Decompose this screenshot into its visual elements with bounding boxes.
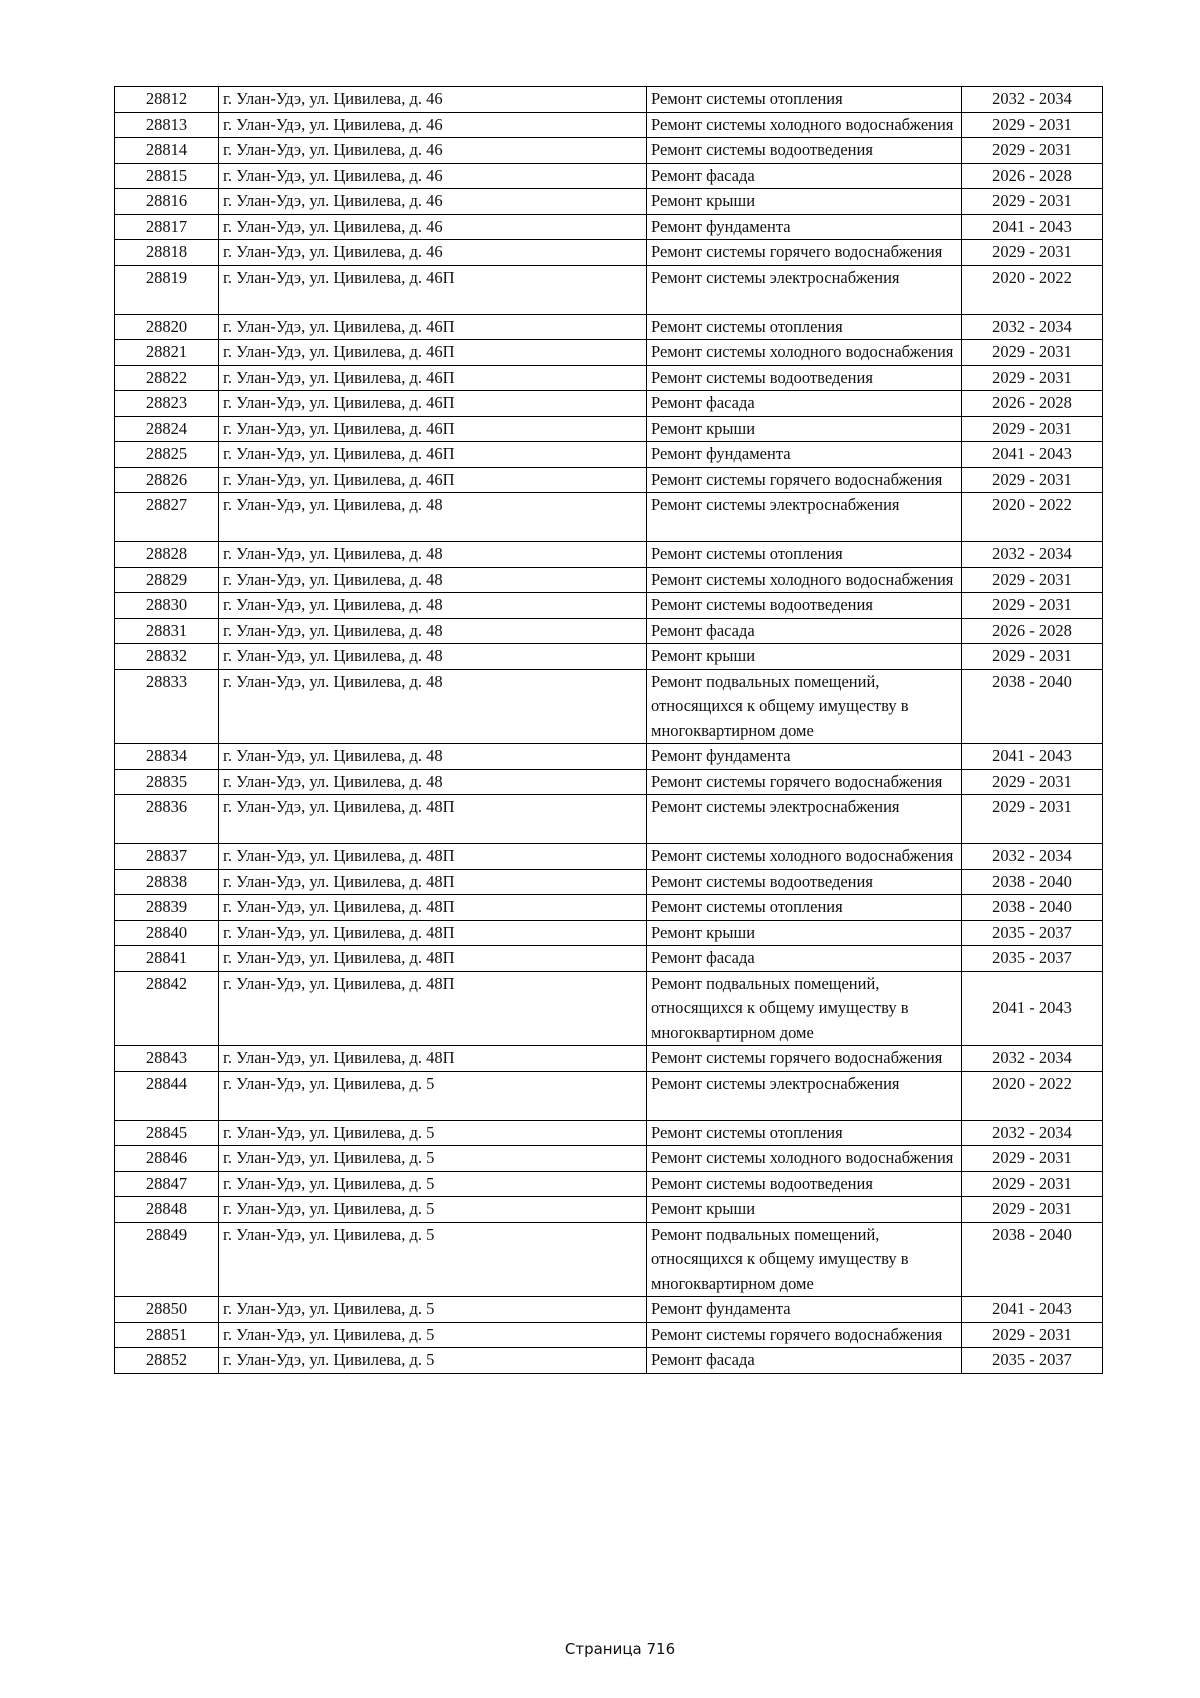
table-row — [115, 593, 1103, 619]
address-cell: г. Улан-Удэ, ул. Цивилева, д. 5 — [219, 1071, 647, 1120]
address-cell: г. Улан-Удэ, ул. Цивилева, д. 5 — [219, 1120, 647, 1146]
address-cell: г. Улан-Удэ, ул. Цивилева, д. 46 — [219, 163, 647, 189]
row-number: 28813 — [115, 112, 219, 138]
work-type-cell: Ремонт системы водоотведения — [647, 593, 962, 619]
table-row — [115, 189, 1103, 215]
work-type-cell: Ремонт системы горячего водоснабжения — [647, 1322, 962, 1348]
page-number: Страница 716 — [564, 1640, 676, 1658]
period-cell: 2029 - 2031 — [962, 769, 1103, 795]
table-row — [115, 112, 1103, 138]
period-cell: 2029 - 2031 — [962, 365, 1103, 391]
address-cell: г. Улан-Удэ, ул. Цивилева, д. 46П — [219, 314, 647, 340]
work-type-cell: Ремонт крыши — [647, 1197, 962, 1223]
table-row — [115, 391, 1103, 417]
period-cell: 2026 - 2028 — [962, 163, 1103, 189]
table-row — [115, 442, 1103, 468]
period-cell: 2029 - 2031 — [962, 795, 1103, 844]
table-row — [115, 493, 1103, 542]
table-row — [115, 542, 1103, 568]
work-type-cell: Ремонт системы водоотведения — [647, 138, 962, 164]
work-type-cell: Ремонт подвальных помещений, относящихся к общему имуществу в многоквартирном доме — [647, 1222, 962, 1297]
work-type-cell: Ремонт фундамента — [647, 214, 962, 240]
work-type-cell: Ремонт системы холодного водоснабжения — [647, 340, 962, 366]
address-cell: г. Улан-Удэ, ул. Цивилева, д. 48 — [219, 567, 647, 593]
row-number: 28823 — [115, 391, 219, 417]
address-cell: г. Улан-Удэ, ул. Цивилева, д. 46 — [219, 240, 647, 266]
address-cell: г. Улан-Удэ, ул. Цивилева, д. 46П — [219, 265, 647, 314]
table-row — [115, 795, 1103, 844]
row-number: 28837 — [115, 844, 219, 870]
work-type-cell: Ремонт системы горячего водоснабжения — [647, 467, 962, 493]
table-row — [115, 1348, 1103, 1374]
work-type-cell: Ремонт фундамента — [647, 744, 962, 770]
table-row — [115, 1297, 1103, 1323]
work-type-cell: Ремонт фасада — [647, 163, 962, 189]
address-cell: г. Улан-Удэ, ул. Цивилева, д. 5 — [219, 1197, 647, 1223]
address-cell: г. Улан-Удэ, ул. Цивилева, д. 46 — [219, 189, 647, 215]
address-cell: г. Улан-Удэ, ул. Цивилева, д. 5 — [219, 1322, 647, 1348]
row-number: 28852 — [115, 1348, 219, 1374]
work-type-cell: Ремонт крыши — [647, 644, 962, 670]
period-cell: 2035 - 2037 — [962, 946, 1103, 972]
address-cell: г. Улан-Удэ, ул. Цивилева, д. 48 — [219, 644, 647, 670]
row-number: 28831 — [115, 618, 219, 644]
table-row — [115, 744, 1103, 770]
table-row — [115, 644, 1103, 670]
period-cell: 2029 - 2031 — [962, 340, 1103, 366]
address-cell: г. Улан-Удэ, ул. Цивилева, д. 48 — [219, 769, 647, 795]
row-number: 28828 — [115, 542, 219, 568]
row-number: 28843 — [115, 1046, 219, 1072]
period-cell: 2035 - 2037 — [962, 1348, 1103, 1374]
period-cell: 2038 - 2040 — [962, 669, 1103, 744]
address-cell: г. Улан-Удэ, ул. Цивилева, д. 48П — [219, 869, 647, 895]
address-cell: г. Улан-Удэ, ул. Цивилева, д. 48П — [219, 895, 647, 921]
row-number: 28844 — [115, 1071, 219, 1120]
repair-schedule-table — [114, 86, 1103, 1374]
period-cell: 2026 - 2028 — [962, 391, 1103, 417]
table-row — [115, 163, 1103, 189]
work-type-cell: Ремонт системы электроснабжения — [647, 1071, 962, 1120]
period-cell: 2029 - 2031 — [962, 112, 1103, 138]
address-cell: г. Улан-Удэ, ул. Цивилева, д. 5 — [219, 1171, 647, 1197]
table-row — [115, 971, 1103, 1046]
work-type-cell: Ремонт фасада — [647, 946, 962, 972]
table-row — [115, 265, 1103, 314]
work-type-cell: Ремонт системы электроснабжения — [647, 795, 962, 844]
period-cell: 2032 - 2034 — [962, 542, 1103, 568]
period-cell: 2029 - 2031 — [962, 138, 1103, 164]
work-type-cell: Ремонт системы водоотведения — [647, 1171, 962, 1197]
period-cell: 2029 - 2031 — [962, 467, 1103, 493]
address-cell: г. Улан-Удэ, ул. Цивилева, д. 48 — [219, 593, 647, 619]
row-number: 28827 — [115, 493, 219, 542]
period-cell: 2029 - 2031 — [962, 240, 1103, 266]
period-cell: 2041 - 2043 — [962, 1297, 1103, 1323]
work-type-cell: Ремонт системы отопления — [647, 1120, 962, 1146]
row-number: 28848 — [115, 1197, 219, 1223]
period-cell: 2029 - 2031 — [962, 1146, 1103, 1172]
work-type-cell: Ремонт крыши — [647, 920, 962, 946]
period-cell: 2032 - 2034 — [962, 1120, 1103, 1146]
address-cell: г. Улан-Удэ, ул. Цивилева, д. 46П — [219, 467, 647, 493]
work-type-cell: Ремонт системы холодного водоснабжения — [647, 112, 962, 138]
table-row — [115, 467, 1103, 493]
row-number: 28822 — [115, 365, 219, 391]
period-cell: 2041 - 2043 — [962, 442, 1103, 468]
address-cell: г. Улан-Удэ, ул. Цивилева, д. 48П — [219, 1046, 647, 1072]
address-cell: г. Улан-Удэ, ул. Цивилева, д. 48П — [219, 920, 647, 946]
address-cell: г. Улан-Удэ, ул. Цивилева, д. 48П — [219, 795, 647, 844]
table-row — [115, 214, 1103, 240]
table-row — [115, 314, 1103, 340]
row-number: 28847 — [115, 1171, 219, 1197]
address-cell: г. Улан-Удэ, ул. Цивилева, д. 5 — [219, 1297, 647, 1323]
period-cell: 2038 - 2040 — [962, 869, 1103, 895]
table-row — [115, 365, 1103, 391]
address-cell: г. Улан-Удэ, ул. Цивилева, д. 5 — [219, 1348, 647, 1374]
table-row — [115, 920, 1103, 946]
row-number: 28842 — [115, 971, 219, 1046]
period-cell: 2020 - 2022 — [962, 1071, 1103, 1120]
address-cell: г. Улан-Удэ, ул. Цивилева, д. 48 — [219, 618, 647, 644]
row-number: 28818 — [115, 240, 219, 266]
work-type-cell: Ремонт крыши — [647, 189, 962, 215]
work-type-cell: Ремонт системы горячего водоснабжения — [647, 1046, 962, 1072]
table-row — [115, 869, 1103, 895]
row-number: 28819 — [115, 265, 219, 314]
period-cell: 2032 - 2034 — [962, 844, 1103, 870]
table-row — [115, 240, 1103, 266]
table-row — [115, 769, 1103, 795]
address-cell: г. Улан-Удэ, ул. Цивилева, д. 48П — [219, 946, 647, 972]
row-number: 28814 — [115, 138, 219, 164]
address-cell: г. Улан-Удэ, ул. Цивилева, д. 46П — [219, 340, 647, 366]
work-type-cell: Ремонт фасада — [647, 391, 962, 417]
table-row — [115, 87, 1103, 113]
address-cell: г. Улан-Удэ, ул. Цивилева, д. 48 — [219, 744, 647, 770]
table-row — [115, 1322, 1103, 1348]
row-number: 28840 — [115, 920, 219, 946]
row-number: 28824 — [115, 416, 219, 442]
work-type-cell: Ремонт подвальных помещений, относящихся к общему имуществу в многоквартирном доме — [647, 971, 962, 1046]
work-type-cell: Ремонт крыши — [647, 416, 962, 442]
work-type-cell: Ремонт фундамента — [647, 1297, 962, 1323]
address-cell: г. Улан-Удэ, ул. Цивилева, д. 46П — [219, 442, 647, 468]
period-cell: 2029 - 2031 — [962, 567, 1103, 593]
table-row — [115, 844, 1103, 870]
row-number: 28821 — [115, 340, 219, 366]
table-row — [115, 1146, 1103, 1172]
row-number: 28850 — [115, 1297, 219, 1323]
row-number: 28841 — [115, 946, 219, 972]
table-row — [115, 1171, 1103, 1197]
period-cell: 2020 - 2022 — [962, 493, 1103, 542]
period-cell: 2029 - 2031 — [962, 593, 1103, 619]
row-number: 28830 — [115, 593, 219, 619]
address-cell: г. Улан-Удэ, ул. Цивилева, д. 48 — [219, 542, 647, 568]
address-cell: г. Улан-Удэ, ул. Цивилева, д. 5 — [219, 1222, 647, 1297]
row-number: 28816 — [115, 189, 219, 215]
period-cell: 2032 - 2034 — [962, 1046, 1103, 1072]
period-cell: 2029 - 2031 — [962, 1197, 1103, 1223]
work-type-cell: Ремонт системы электроснабжения — [647, 265, 962, 314]
row-number: 28839 — [115, 895, 219, 921]
work-type-cell: Ремонт фасада — [647, 1348, 962, 1374]
table-row — [115, 416, 1103, 442]
period-cell: 2041 - 2043 — [962, 744, 1103, 770]
row-number: 28845 — [115, 1120, 219, 1146]
period-cell: 2029 - 2031 — [962, 1322, 1103, 1348]
period-cell: 2029 - 2031 — [962, 1171, 1103, 1197]
table-row — [115, 1222, 1103, 1297]
period-cell: 2041 - 2043 — [962, 971, 1103, 1046]
row-number: 28817 — [115, 214, 219, 240]
address-cell: г. Улан-Удэ, ул. Цивилева, д. 46П — [219, 365, 647, 391]
address-cell: г. Улан-Удэ, ул. Цивилева, д. 46 — [219, 214, 647, 240]
row-number: 28846 — [115, 1146, 219, 1172]
table-row — [115, 618, 1103, 644]
period-cell: 2038 - 2040 — [962, 895, 1103, 921]
work-type-cell: Ремонт системы отопления — [647, 542, 962, 568]
row-number: 28833 — [115, 669, 219, 744]
table-row — [115, 1046, 1103, 1072]
period-cell: 2029 - 2031 — [962, 416, 1103, 442]
address-cell: г. Улан-Удэ, ул. Цивилева, д. 46 — [219, 87, 647, 113]
work-type-cell: Ремонт системы холодного водоснабжения — [647, 844, 962, 870]
table-row — [115, 1071, 1103, 1120]
work-type-cell: Ремонт фасада — [647, 618, 962, 644]
work-type-cell: Ремонт системы горячего водоснабжения — [647, 240, 962, 266]
table-row — [115, 895, 1103, 921]
table-row — [115, 1120, 1103, 1146]
period-cell: 2020 - 2022 — [962, 265, 1103, 314]
row-number: 28834 — [115, 744, 219, 770]
work-type-cell: Ремонт системы холодного водоснабжения — [647, 567, 962, 593]
row-number: 28812 — [115, 87, 219, 113]
period-cell: 2038 - 2040 — [962, 1222, 1103, 1297]
table-row — [115, 138, 1103, 164]
row-number: 28849 — [115, 1222, 219, 1297]
work-type-cell: Ремонт системы отопления — [647, 895, 962, 921]
period-cell: 2032 - 2034 — [962, 87, 1103, 113]
row-number: 28835 — [115, 769, 219, 795]
row-number: 28836 — [115, 795, 219, 844]
period-cell: 2041 - 2043 — [962, 214, 1103, 240]
address-cell: г. Улан-Удэ, ул. Цивилева, д. 46 — [219, 112, 647, 138]
address-cell: г. Улан-Удэ, ул. Цивилева, д. 48П — [219, 844, 647, 870]
period-cell: 2026 - 2028 — [962, 618, 1103, 644]
address-cell: г. Улан-Удэ, ул. Цивилева, д. 46П — [219, 416, 647, 442]
address-cell: г. Улан-Удэ, ул. Цивилева, д. 46 — [219, 138, 647, 164]
address-cell: г. Улан-Удэ, ул. Цивилева, д. 5 — [219, 1146, 647, 1172]
work-type-cell: Ремонт системы холодного водоснабжения — [647, 1146, 962, 1172]
period-cell: 2032 - 2034 — [962, 314, 1103, 340]
address-cell: г. Улан-Удэ, ул. Цивилева, д. 46П — [219, 391, 647, 417]
work-type-cell: Ремонт системы водоотведения — [647, 869, 962, 895]
work-type-cell: Ремонт системы отопления — [647, 314, 962, 340]
work-type-cell: Ремонт системы горячего водоснабжения — [647, 769, 962, 795]
row-number: 28820 — [115, 314, 219, 340]
row-number: 28829 — [115, 567, 219, 593]
address-cell: г. Улан-Удэ, ул. Цивилева, д. 48 — [219, 493, 647, 542]
table-row — [115, 669, 1103, 744]
table-row — [115, 946, 1103, 972]
work-type-cell: Ремонт фундамента — [647, 442, 962, 468]
period-cell: 2029 - 2031 — [962, 189, 1103, 215]
work-type-cell: Ремонт системы электроснабжения — [647, 493, 962, 542]
row-number: 28838 — [115, 869, 219, 895]
work-type-cell: Ремонт системы водоотведения — [647, 365, 962, 391]
work-type-cell: Ремонт системы отопления — [647, 87, 962, 113]
table-row — [115, 340, 1103, 366]
table-row — [115, 1197, 1103, 1223]
address-cell: г. Улан-Удэ, ул. Цивилева, д. 48 — [219, 669, 647, 744]
address-cell: г. Улан-Удэ, ул. Цивилева, д. 48П — [219, 971, 647, 1046]
period-cell: 2035 - 2037 — [962, 920, 1103, 946]
period-cell: 2029 - 2031 — [962, 644, 1103, 670]
table-row — [115, 567, 1103, 593]
table-body — [115, 87, 1103, 1374]
work-type-cell: Ремонт подвальных помещений, относящихся к общему имуществу в многоквартирном доме — [647, 669, 962, 744]
row-number: 28851 — [115, 1322, 219, 1348]
row-number: 28815 — [115, 163, 219, 189]
row-number: 28832 — [115, 644, 219, 670]
row-number: 28825 — [115, 442, 219, 468]
row-number: 28826 — [115, 467, 219, 493]
